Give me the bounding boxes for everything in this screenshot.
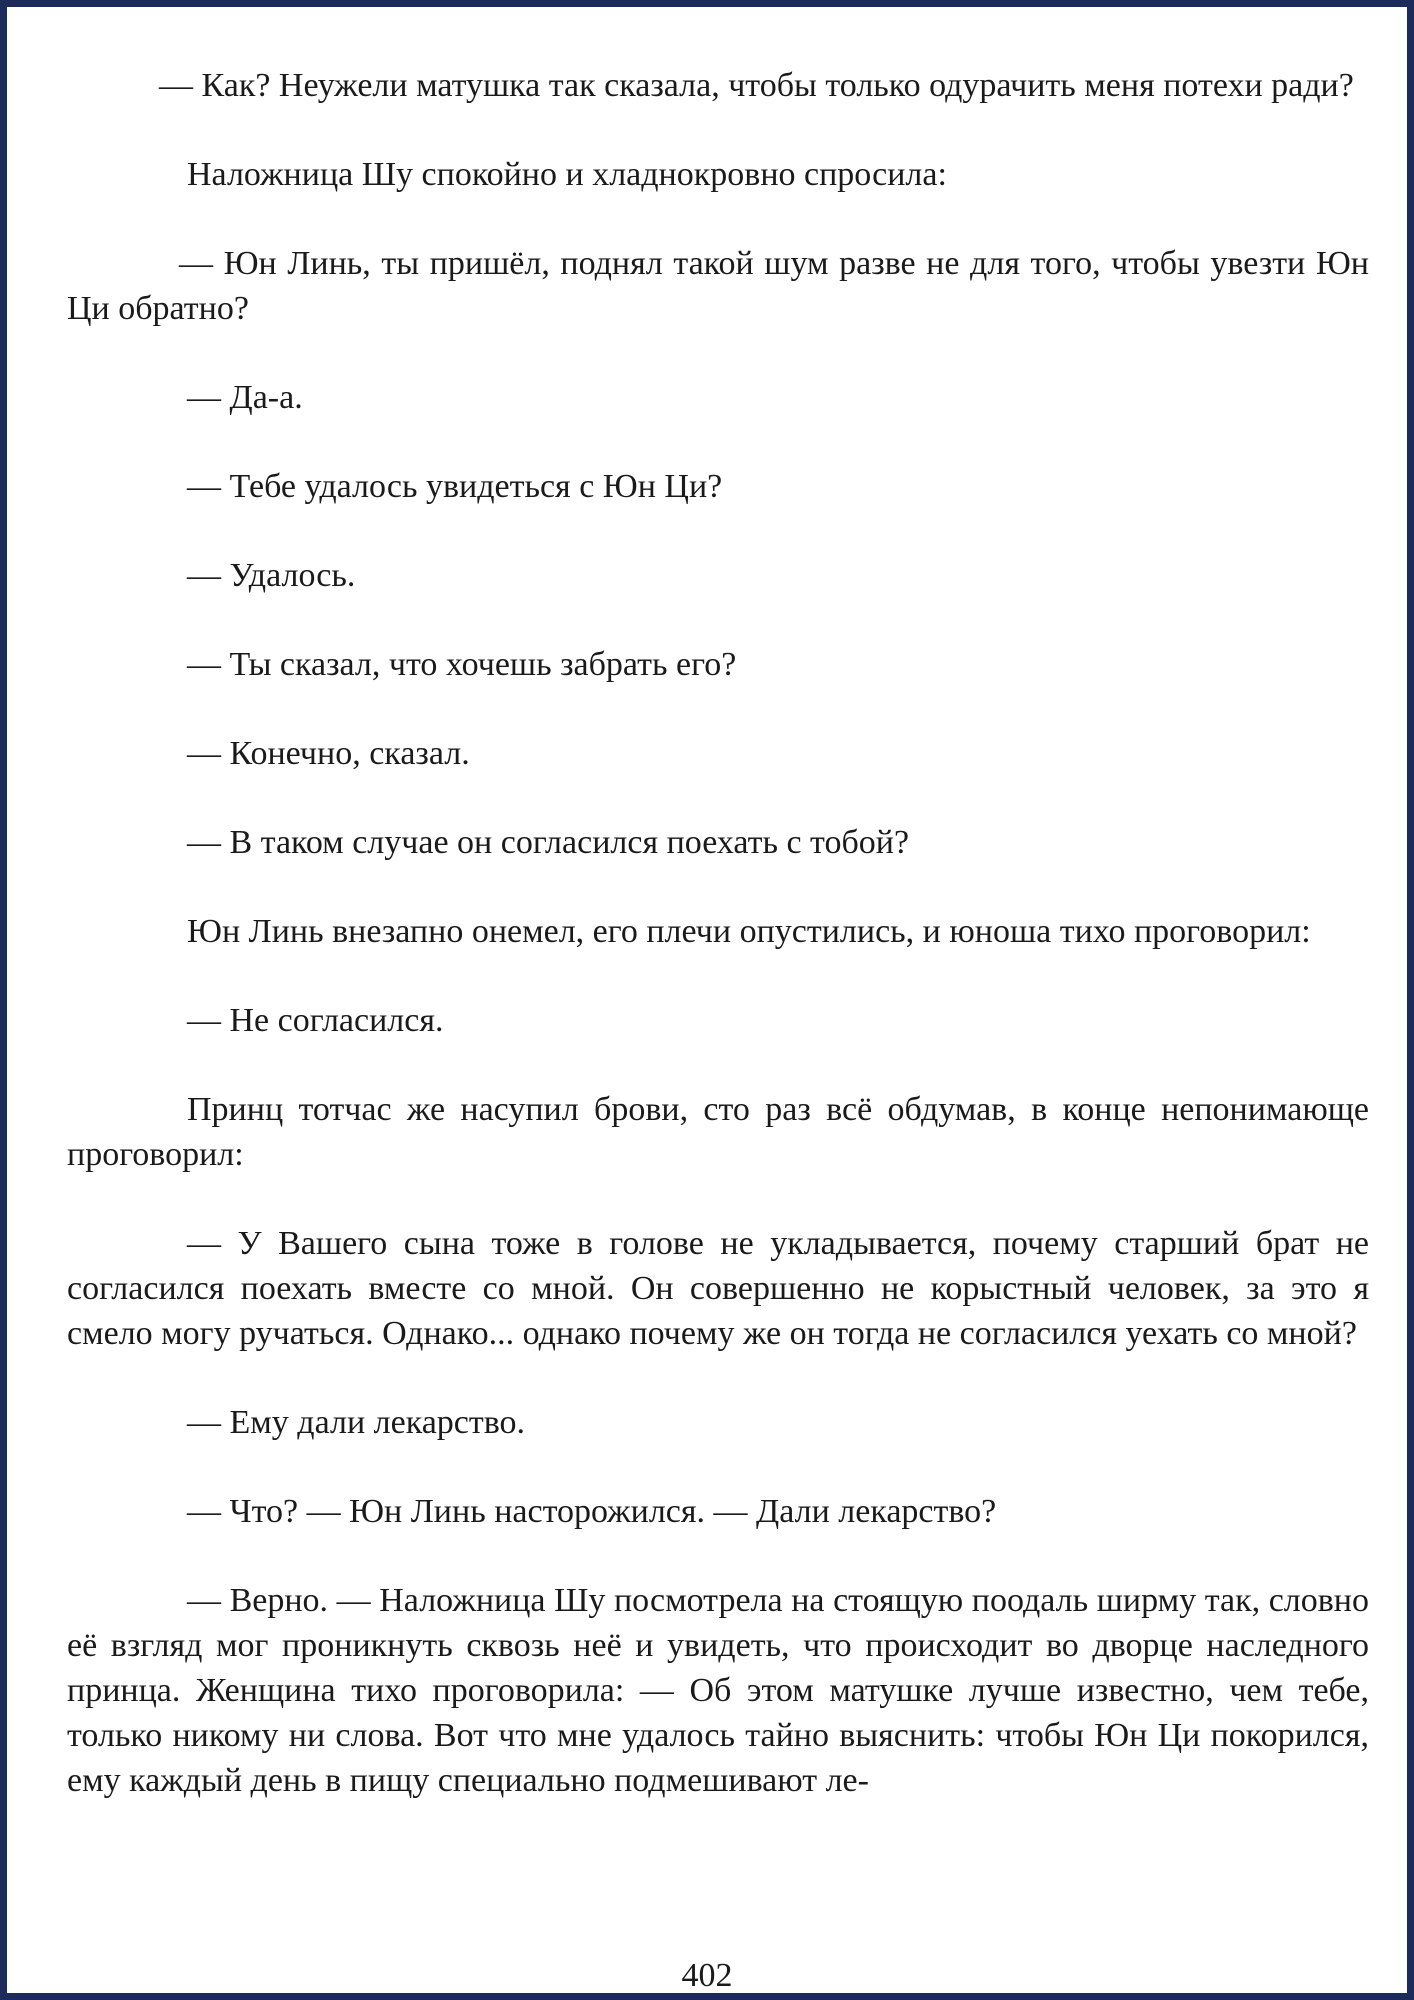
paragraph: — У Вашего сына тоже в голове не укладывается, почему старший брат не согласился поехать вместе со мной. Он совершенно не корыстный человек, за это я смело могу ручаться. Однако... однако почему же он тогда не согласился уехать со мной? (67, 1225, 1369, 1352)
paragraph: — Юн Линь, ты пришёл, поднял такой шум разве не для того, чтобы увезти Юн Ци обратно? (67, 245, 1369, 327)
paragraph: Юн Линь внезапно онемел, его плечи опустились, и юноша тихо проговорил: (187, 913, 1311, 950)
paragraph: — Не согласился. (187, 1002, 444, 1039)
paragraph: — Как? Неужели матушка так сказала, чтобы только одурачить меня потехи ради? (159, 67, 1354, 104)
paragraph: Наложница Шу спокойно и хладнокровно спросила: (187, 156, 947, 193)
page-number: 402 (681, 1957, 733, 1994)
page-body (67, 63, 1369, 1847)
paragraph: — Тебе удалось увидеться с Юн Ци? (187, 468, 723, 505)
paragraph: — Конечно, сказал. (187, 735, 470, 772)
paragraph: — Верно. — Наложница Шу посмотрела на стоящую поодаль ширму так, словно её взгляд мог проникнуть сквозь неё и увидеть, что происходит во дворце наследного принца. Женщина тихо проговорила: — Об этом матушке лучше известно, чем тебе, только никому ни слова. Вот что мне удалось тайно выяснить: чтобы Юн Ци покорился, ему каждый день в пищу специально подмешивают ле- (67, 1582, 1369, 1799)
paragraph: — В таком случае он согласился поехать с тобой? (187, 824, 910, 861)
paragraph: Принц тотчас же насупил брови, сто раз всё обдумав, в конце непонимающе проговорил: (67, 1091, 1369, 1173)
paragraph: — Ему дали лекарство. (187, 1404, 526, 1441)
paragraph: — Да-а. (187, 379, 303, 416)
paragraph: — Ты сказал, что хочешь забрать его? (187, 646, 737, 683)
paragraph: — Что? — Юн Линь насторожился. — Дали лекарство? (187, 1493, 997, 1530)
paragraph: — Удалось. (187, 557, 356, 594)
